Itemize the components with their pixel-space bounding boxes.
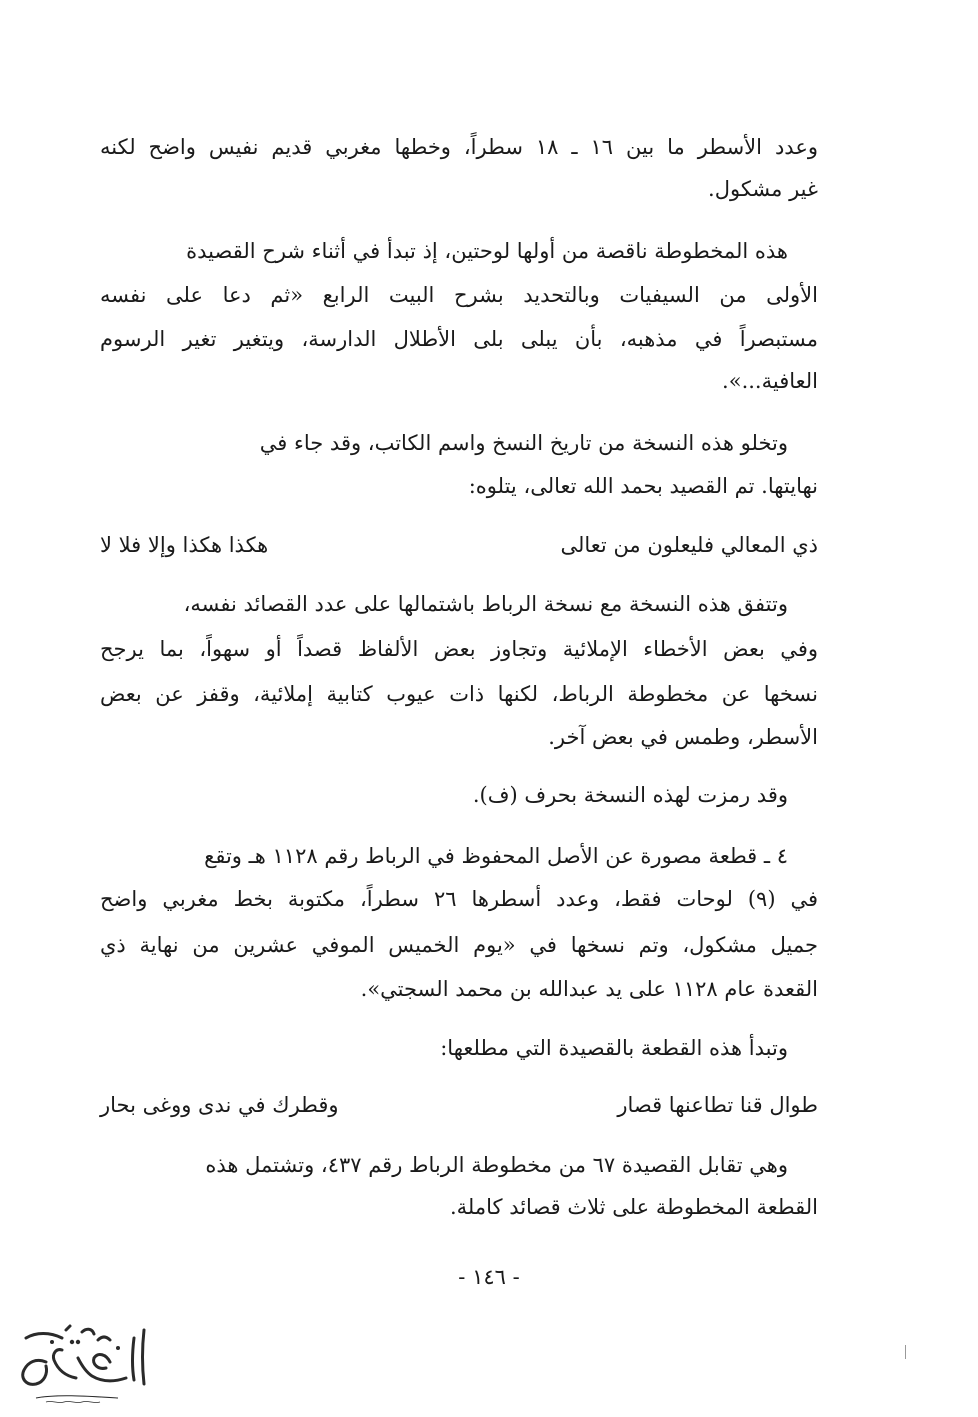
verse-first-hemistich: طوال قنا تطاعنها قصار xyxy=(617,1093,818,1117)
text-line: وفي بعض الأخطاء الإملائية وتجاوز بعض الألفاظ قصداً أو سهواً، بما يرجح xyxy=(100,637,818,661)
calligraphy-stamp-logo xyxy=(6,1318,156,1408)
page-number: - ١٤٦ - xyxy=(458,1265,520,1289)
text-line: في (٩) لوحات فقط، وعدد أسطرها ٢٦ سطراً، مكتوبة بخط مغربي واضح xyxy=(100,887,818,911)
text-line: وتخلو هذه النسخة من تاريخ النسخ واسم الكاتب، وقد جاء في xyxy=(259,431,788,455)
text-line: وقد رمزت لهذه النسخة بحرف (ف). xyxy=(472,783,788,807)
verse-second-hemistich: وقطرك في ندى ووغى بحار xyxy=(100,1093,339,1117)
text-line: مستبصراً في مذهبه، بأن يبلى بلى الأطلال الدارسة، ويتغير تغير الرسوم xyxy=(100,327,818,351)
text-line: وعدد الأسطر ما بين ١٦ ـ ١٨ سطراً، وخطها مغربي قديم نفيس واضح لكنه xyxy=(100,135,818,159)
text-line: العافية...». xyxy=(722,369,818,393)
text-line: غير مشكول. xyxy=(708,177,818,201)
text-line: نهايتها. تم القصيد بحمد الله تعالى، يتلوه: xyxy=(468,474,818,498)
text-line: نسخها عن مخطوطة الرباط، لكنها ذات عيوب كتابية إملائية، وقفز عن بعض xyxy=(100,682,818,706)
verse-second-hemistich: هكذا هكذا وإلا فلا لا xyxy=(100,533,269,557)
text-line: جميل مشكول، وتم نسخها في «يوم الخميس الموفي عشرين من نهاية ذي xyxy=(100,933,818,957)
scan-speck xyxy=(905,1345,906,1359)
text-line: وهي تقابل القصيدة ٦٧ من مخطوطة الرباط رقم ٤٣٧، وتشتمل هذه xyxy=(205,1153,788,1177)
text-line: القعدة عام ١١٢٨ على يد عبدالله بن محمد السجتي». xyxy=(360,977,818,1001)
text-line: ٤ ـ قطعة مصورة عن الأصل المحفوظ في الرباط رقم ١١٢٨ هـ وتقع xyxy=(204,844,788,868)
text-line: وتبدأ هذه القطعة بالقصيدة التي مطلعها: xyxy=(440,1036,788,1060)
text-line: الأولى من السيفيات وبالتحديد بشرح البيت الرابع «ثم دعا على نفسه xyxy=(100,283,818,307)
verse-first-hemistich: ذي المعالي فليعلون من تعالى xyxy=(560,533,818,557)
verse-line xyxy=(100,1090,818,1120)
text-line: وتتفق هذه النسخة مع نسخة الرباط باشتمالها على عدد القصائد نفسه، xyxy=(183,592,788,616)
text-line: القطعة المخطوطة على ثلاث قصائد كاملة. xyxy=(449,1195,818,1219)
verse-line xyxy=(100,530,818,560)
text-line: الأسطر، وطمس في بعض آخر. xyxy=(548,725,818,749)
text-line: هذه المخطوطة ناقصة من أولها لوحتين، إذ تبدأ في أثناء شرح القصيدة xyxy=(186,239,788,263)
